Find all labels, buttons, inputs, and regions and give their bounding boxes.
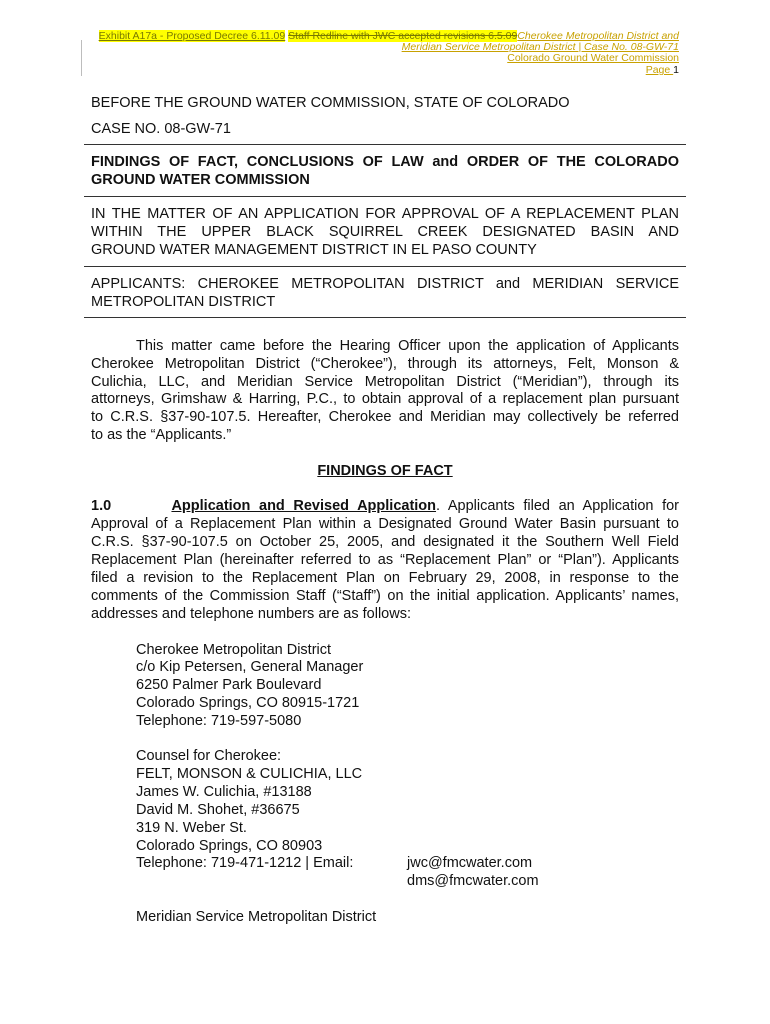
commission-heading: BEFORE THE GROUND WATER COMMISSION, STATE OF COLORADO bbox=[91, 95, 570, 111]
section-1-line-4: Replacement Plan (hereinafter referred to as “Replacement Plan” or “Plan”). Applicants bbox=[91, 552, 679, 568]
matter-line-1: IN THE MATTER OF AN APPLICATION FOR APPROVAL OF A REPLACEMENT PLAN bbox=[91, 206, 679, 222]
intro-line-1: This matter came before the Hearing Officer upon the application of Applicants bbox=[136, 338, 679, 354]
intro-line-6: to as the “Applicants.” bbox=[91, 427, 232, 443]
email-link-dms[interactable]: dms@fmcwater.com bbox=[407, 873, 539, 889]
inserted-header-text-3: Colorado Ground Water Commission bbox=[507, 52, 679, 64]
counsel-firm: FELT, MONSON & CULICHIA, LLC bbox=[136, 766, 363, 782]
meridian-name: Meridian Service Metropolitan District bbox=[136, 909, 377, 925]
cherokee-street: 6250 Palmer Park Boulevard bbox=[136, 677, 322, 693]
counsel-city: Colorado Springs, CO 80903 bbox=[136, 838, 323, 854]
divider bbox=[84, 196, 686, 197]
intro-line-5: to C.R.S. §37-90-107.5. Hereafter, Cherokee and Meridian may collectively be referred bbox=[91, 409, 679, 425]
counsel-attorney-2: David M. Shohet, #36675 bbox=[136, 802, 300, 818]
section-title: Application and Revised Application bbox=[171, 498, 437, 514]
header-line-3 bbox=[507, 52, 679, 64]
applicants-line-1: APPLICANTS: CHEROKEE METROPOLITAN DISTRICT and MERIDIAN SERVICE bbox=[91, 276, 679, 292]
counsel-attorney-1: James W. Culichia, #13188 bbox=[136, 784, 312, 800]
divider bbox=[84, 144, 686, 145]
matter-line-2: WITHIN THE UPPER BLACK SQUIRREL CREEK DESIGNATED BASIN AND bbox=[91, 224, 679, 240]
counsel-street: 319 N. Weber St. bbox=[136, 820, 247, 836]
cherokee-telephone: Telephone: 719-597-5080 bbox=[136, 713, 302, 729]
inserted-header-text-1: Cherokee Metropolitan District and bbox=[517, 30, 679, 42]
findings-of-fact-heading: FINDINGS OF FACT bbox=[317, 463, 453, 479]
page-label: Page bbox=[645, 64, 674, 76]
struck-revision-text: Staff Redline with JWC accepted revisions 6.5.09 bbox=[288, 30, 518, 42]
section-1-line-5: filed a revision to the Replacement Plan on February 29, 2008, in response to the bbox=[91, 570, 679, 586]
cherokee-contact: c/o Kip Petersen, General Manager bbox=[136, 659, 364, 675]
header-margin-marker bbox=[81, 40, 82, 76]
inserted-header-text-2: Meridian Service Metropolitan District | Case No. 08-GW-71 bbox=[401, 41, 679, 53]
applicants-line-2: METROPOLITAN DISTRICT bbox=[91, 294, 276, 310]
header-page-number bbox=[646, 64, 679, 76]
email-link-jwc[interactable]: jwc@fmcwater.com bbox=[407, 855, 533, 871]
section-1-line-1 bbox=[91, 497, 679, 515]
page-number: 1 bbox=[673, 64, 679, 76]
matter-line-3: GROUND WATER MANAGEMENT DISTRICT IN EL PASO COUNTY bbox=[91, 242, 537, 258]
section-1-line-1-text: . Applicants filed an Application for bbox=[436, 498, 679, 514]
case-number: CASE NO. 08-GW-71 bbox=[91, 121, 231, 137]
section-1-line-6: comments of the Commission Staff (“Staff”) on the initial application. Applicants’ names, bbox=[91, 588, 679, 604]
document-title-line-1: FINDINGS OF FACT, CONCLUSIONS OF LAW and ORDER OF THE COLORADO bbox=[91, 154, 679, 170]
intro-line-2: Cherokee Metropolitan District (“Cherokee”), through its attorneys, Felt, Monson & bbox=[91, 356, 679, 372]
divider bbox=[84, 266, 686, 267]
cherokee-name: Cherokee Metropolitan District bbox=[136, 642, 332, 658]
document-title-line-2: GROUND WATER COMMISSION bbox=[91, 172, 310, 188]
divider bbox=[84, 317, 686, 318]
section-1-line-3: C.R.S. §37-90-107.5 on October 25, 2005, and designated it the Southern Well Field bbox=[91, 534, 679, 550]
section-number: 1.0 bbox=[91, 498, 112, 514]
section-1-line-2: Approval of a Replacement Plan within a Designated Ground Water Basin pursuant to bbox=[91, 516, 679, 532]
intro-line-4: attorneys, Grimshaw & Harring, P.C., to obtain approval of a replacement plan pursuant bbox=[91, 391, 679, 407]
counsel-label: Counsel for Cherokee: bbox=[136, 748, 282, 764]
exhibit-label: Exhibit A17a - Proposed Decree 6.11.09 bbox=[98, 30, 286, 42]
counsel-telephone: Telephone: 719-471-1212 | Email: bbox=[136, 855, 354, 871]
intro-line-3: Culichia, LLC, and Meridian Service Metropolitan District (“Meridian”), through its bbox=[91, 374, 679, 390]
section-1-line-7: addresses and telephone numbers are as follows: bbox=[91, 606, 411, 622]
cherokee-city: Colorado Springs, CO 80915-1721 bbox=[136, 695, 360, 711]
